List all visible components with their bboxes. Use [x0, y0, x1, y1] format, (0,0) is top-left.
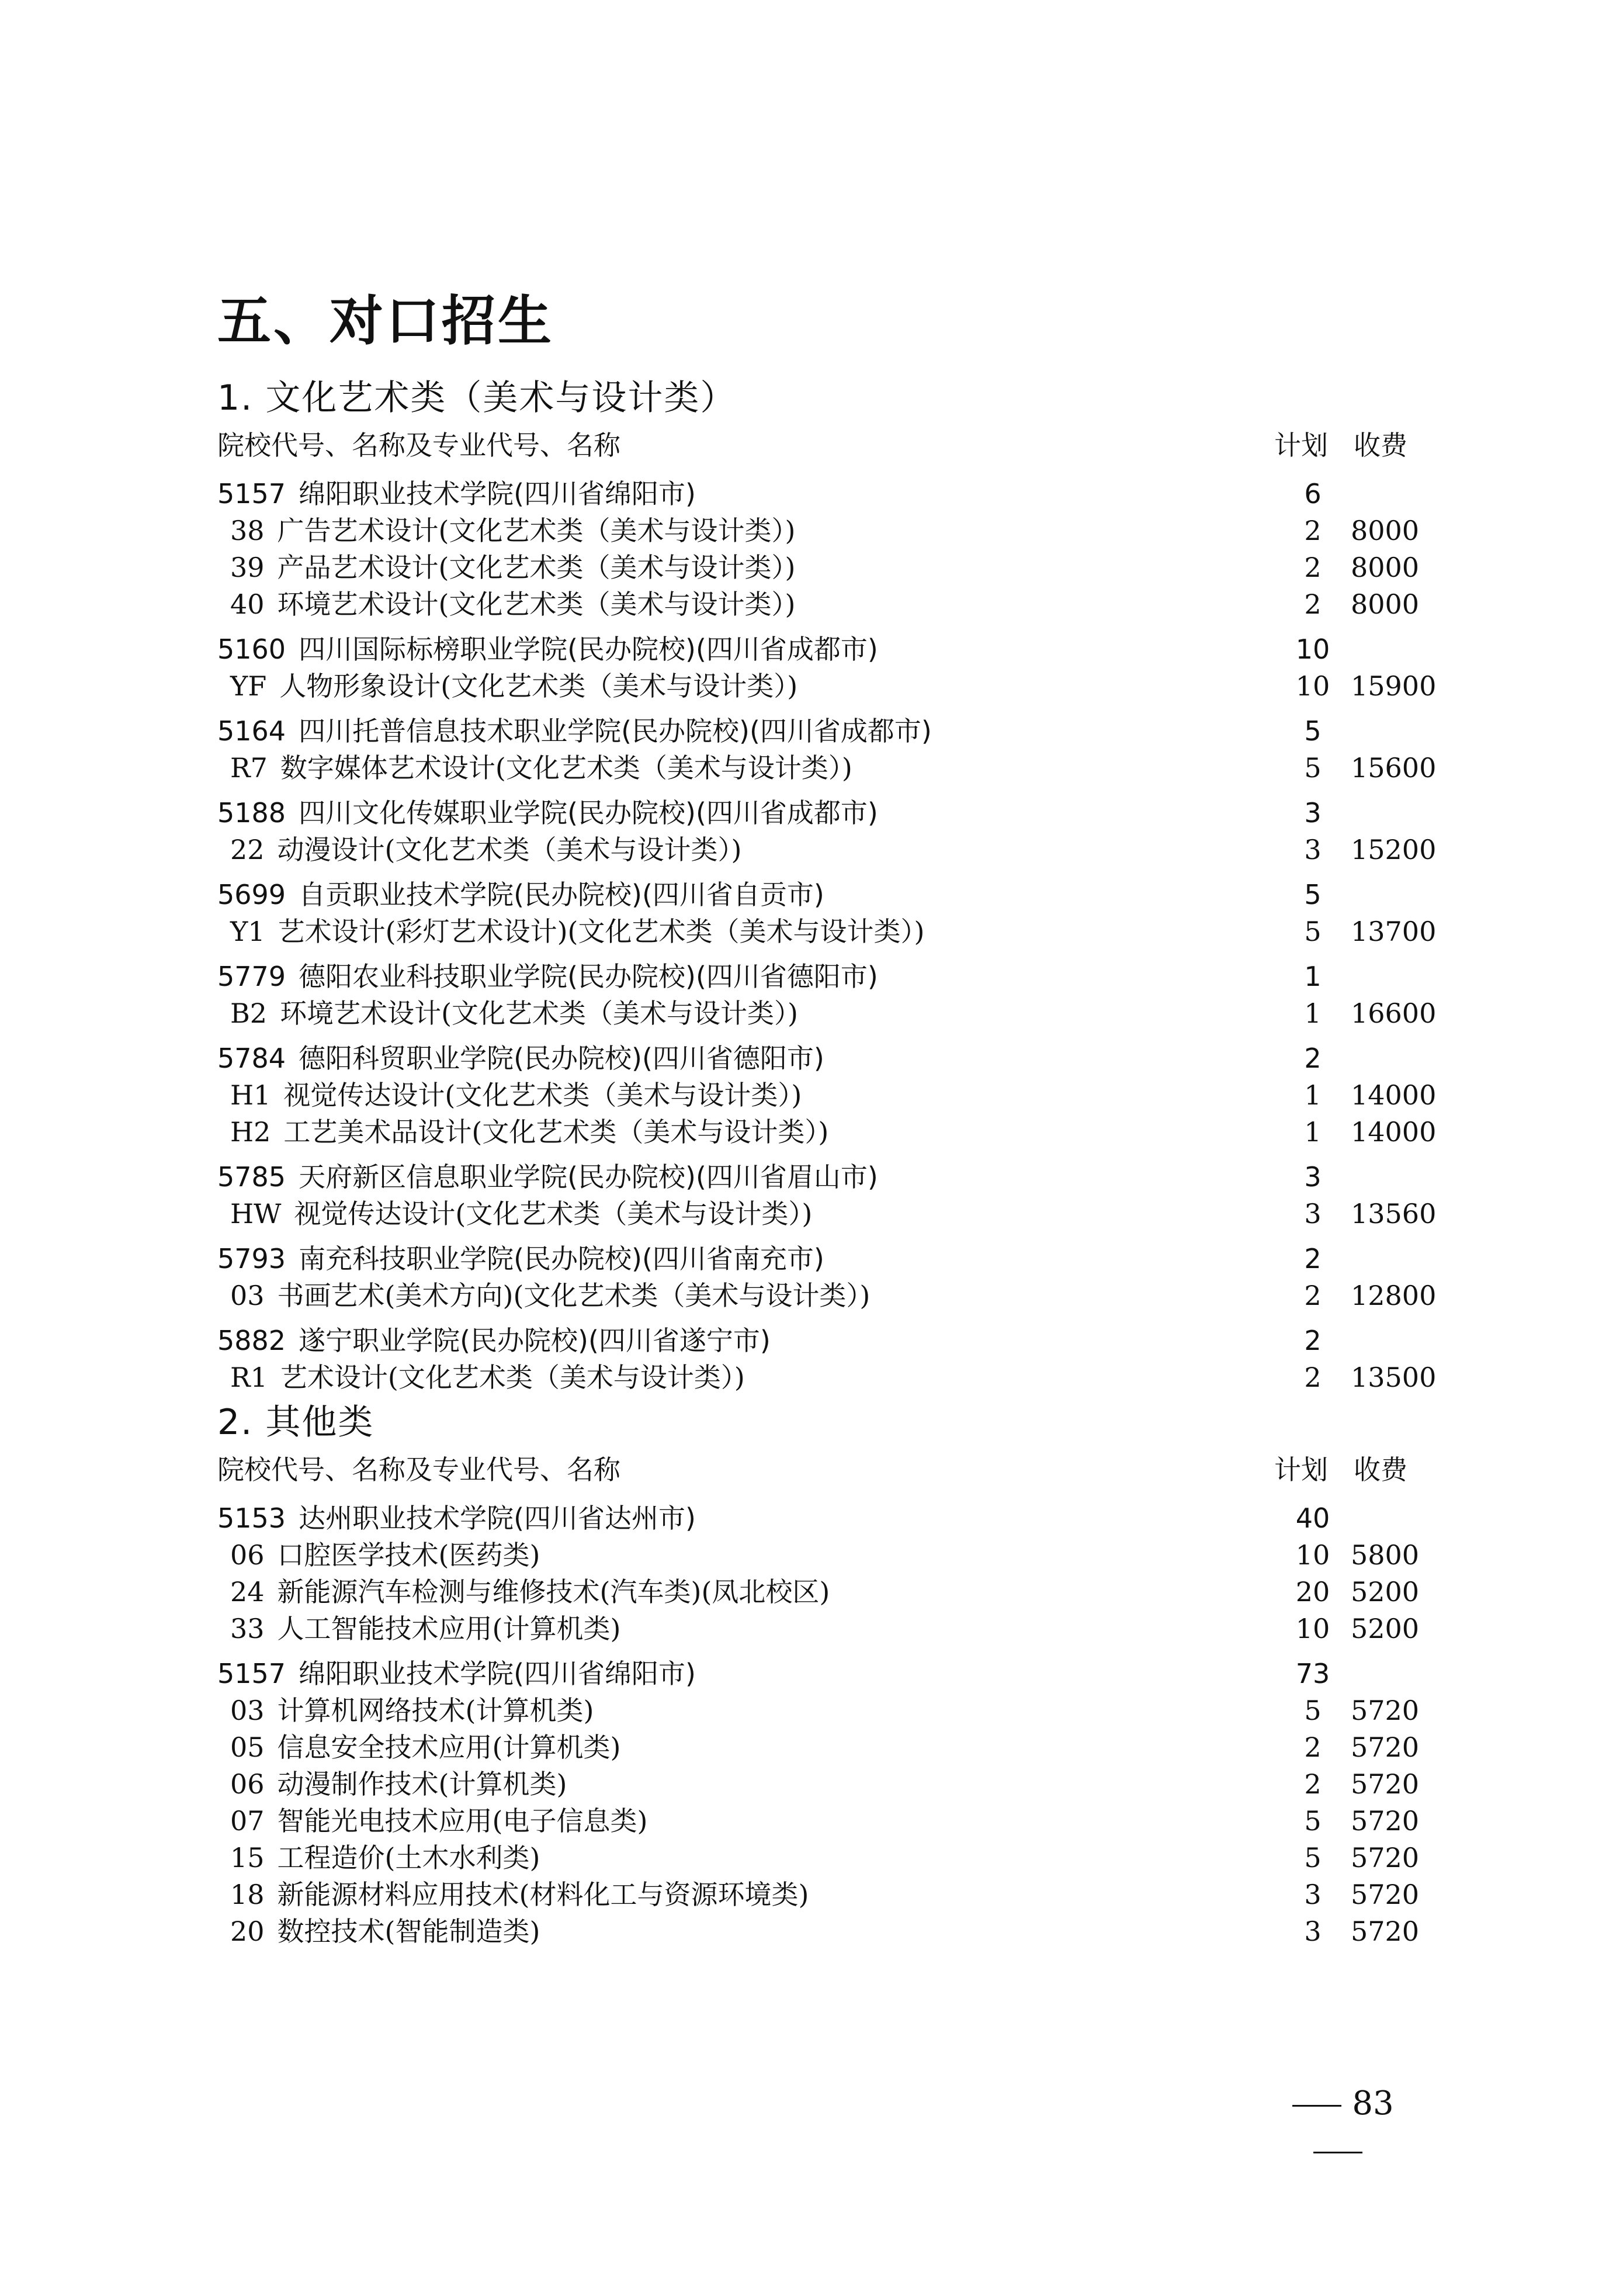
major-name: 书画艺术(美术方向)(文化艺术类（美术与设计类）) — [277, 1280, 871, 1311]
column-header — [217, 424, 1444, 466]
school-row — [217, 1040, 1444, 1077]
major-plan: 10 — [1295, 1613, 1330, 1644]
major-row — [217, 512, 1444, 549]
major-plan: 1 — [1304, 1079, 1322, 1111]
major-fee: 5720 — [1351, 1879, 1420, 1910]
major-fee: 15600 — [1351, 752, 1437, 784]
school-name-cell — [217, 1656, 696, 1692]
major-code: H2 — [230, 1116, 271, 1148]
major-name: 动漫制作技术(计算机类) — [277, 1768, 567, 1800]
left-dash — [1292, 2105, 1341, 2107]
major-code: 22 — [230, 834, 265, 865]
major-row — [217, 1876, 1444, 1913]
major-fee: 5720 — [1351, 1916, 1420, 1947]
major-row — [217, 750, 1444, 787]
major-name: 新能源材料应用技术(材料化工与资源环境类) — [277, 1879, 809, 1910]
major-name-cell — [230, 1803, 647, 1840]
header-name: 院校代号、名称及专业代号、名称 — [217, 430, 620, 461]
major-name: 视觉传达设计(文化艺术类（美术与设计类）) — [294, 1198, 813, 1230]
major-fee: 13700 — [1351, 916, 1437, 947]
major-row — [217, 1766, 1444, 1803]
header-fee: 收费 — [1354, 430, 1407, 461]
school-block — [217, 1500, 1444, 1647]
header-plan: 计划 — [1274, 430, 1328, 461]
school-block — [217, 877, 1444, 950]
major-name-cell — [230, 586, 795, 623]
major-name-cell — [230, 1537, 540, 1574]
school-code: 5157 — [217, 478, 286, 510]
school-block — [217, 1040, 1444, 1151]
major-name: 产品艺术设计(文化艺术类（美术与设计类）) — [277, 552, 796, 583]
major-row — [217, 1729, 1444, 1766]
major-code: 06 — [230, 1539, 265, 1571]
school-name-cell — [217, 1241, 824, 1277]
major-fee: 5720 — [1351, 1768, 1420, 1800]
school-block — [217, 795, 1444, 868]
school-plan: 2 — [1304, 1243, 1322, 1275]
major-plan: 2 — [1304, 1768, 1322, 1800]
major-fee: 5800 — [1351, 1539, 1420, 1571]
school-name-cell — [217, 713, 932, 750]
major-fee: 14000 — [1351, 1116, 1437, 1148]
major-name-cell — [230, 1277, 870, 1314]
major-fee: 13500 — [1351, 1362, 1437, 1393]
school-row — [217, 713, 1444, 750]
major-name-cell — [230, 1766, 567, 1803]
school-row — [217, 1322, 1444, 1359]
major-code: HW — [230, 1198, 282, 1230]
major-row — [217, 1077, 1444, 1114]
school-name: 四川托普信息技术职业学院(民办院校)(四川省成都市) — [299, 715, 932, 747]
major-name-cell — [230, 995, 798, 1032]
major-name: 广告艺术设计(文化艺术类（美术与设计类）) — [277, 515, 796, 546]
school-plan: 40 — [1295, 1502, 1330, 1534]
major-plan: 3 — [1304, 1879, 1322, 1910]
school-plan: 5 — [1304, 879, 1322, 910]
major-fee: 14000 — [1351, 1079, 1437, 1111]
major-plan: 5 — [1304, 1805, 1322, 1837]
major-row — [217, 1359, 1444, 1396]
school-row — [217, 1656, 1444, 1692]
header-plan: 计划 — [1274, 1454, 1328, 1485]
major-fee: 8000 — [1351, 552, 1420, 583]
school-code: 5793 — [217, 1243, 286, 1275]
major-name: 计算机网络技术(计算机类) — [277, 1695, 594, 1726]
major-code: R1 — [230, 1362, 268, 1393]
school-name: 绵阳职业技术学院(四川省绵阳市) — [299, 1658, 696, 1689]
school-name: 遂宁职业学院(民办院校)(四川省遂宁市) — [299, 1325, 771, 1356]
major-name: 信息安全技术应用(计算机类) — [277, 1731, 621, 1763]
major-code: 05 — [230, 1731, 265, 1763]
school-plan: 73 — [1295, 1658, 1330, 1689]
major-plan: 3 — [1304, 834, 1322, 865]
major-name-cell — [230, 1692, 594, 1729]
major-name-cell — [230, 1611, 620, 1647]
school-name-cell — [217, 1040, 824, 1077]
section-2 — [217, 1396, 1444, 1950]
major-plan: 10 — [1295, 670, 1330, 702]
major-code: 39 — [230, 552, 265, 583]
chapter-title: 五、对口招生 — [217, 290, 554, 352]
major-plan: 3 — [1304, 1916, 1322, 1947]
school-block — [217, 1159, 1444, 1232]
major-code: 20 — [230, 1916, 265, 1947]
major-name: 人物形象设计(文化艺术类（美术与设计类）) — [279, 670, 798, 702]
school-row — [217, 958, 1444, 995]
page-number: 83 — [1352, 2084, 1394, 2122]
major-code: 40 — [230, 588, 265, 620]
major-plan: 10 — [1295, 1539, 1330, 1571]
school-name-cell — [217, 795, 878, 832]
major-code: 38 — [230, 515, 265, 546]
major-plan: 1 — [1304, 998, 1322, 1029]
school-plan: 2 — [1304, 1325, 1322, 1356]
school-code: 5160 — [217, 633, 286, 665]
school-name: 绵阳职业技术学院(四川省绵阳市) — [299, 478, 696, 510]
major-fee: 5720 — [1351, 1805, 1420, 1837]
major-row — [217, 1692, 1444, 1729]
school-name: 达州职业技术学院(四川省达州市) — [299, 1502, 696, 1534]
school-block — [217, 713, 1444, 787]
major-fee: 5720 — [1351, 1731, 1420, 1763]
major-name-cell — [230, 549, 795, 586]
section-title: 1. 文化艺术类（美术与设计类） — [217, 378, 737, 418]
school-plan: 2 — [1304, 1043, 1322, 1074]
school-block — [217, 631, 1444, 705]
major-row — [217, 1114, 1444, 1151]
section-1 — [217, 372, 1444, 1396]
school-code: 5188 — [217, 797, 286, 829]
major-fee: 5200 — [1351, 1576, 1420, 1608]
major-code: 24 — [230, 1576, 265, 1608]
page-number-footer — [1250, 2080, 1426, 2174]
enrollment-content — [217, 372, 1444, 1950]
major-code: 03 — [230, 1280, 265, 1311]
major-row — [217, 1574, 1444, 1611]
school-name-cell — [217, 877, 824, 913]
header-fee: 收费 — [1354, 1454, 1407, 1485]
major-fee: 5720 — [1351, 1695, 1420, 1726]
major-name: 数字媒体艺术设计(文化艺术类（美术与设计类）) — [280, 752, 852, 784]
school-code: 5164 — [217, 715, 286, 747]
major-plan: 2 — [1304, 1280, 1322, 1311]
major-name-cell — [230, 1913, 540, 1950]
major-fee: 13560 — [1351, 1198, 1437, 1230]
major-code: B2 — [230, 998, 268, 1029]
major-row — [217, 1537, 1444, 1574]
section-title: 2. 其他类 — [217, 1402, 374, 1443]
major-row — [217, 1913, 1444, 1950]
major-name-cell — [230, 1876, 809, 1913]
major-plan: 2 — [1304, 515, 1322, 546]
major-plan: 3 — [1304, 1198, 1322, 1230]
major-code: 18 — [230, 1879, 265, 1910]
major-name-cell — [230, 913, 924, 950]
major-code: H1 — [230, 1079, 271, 1111]
school-plan: 6 — [1304, 478, 1322, 510]
major-name-cell — [230, 512, 795, 549]
major-fee: 5200 — [1351, 1613, 1420, 1644]
major-name-cell — [230, 750, 852, 787]
school-name: 四川国际标榜职业学院(民办院校)(四川省成都市) — [299, 633, 878, 665]
major-name: 人工智能技术应用(计算机类) — [277, 1613, 621, 1644]
major-name: 口腔医学技术(医药类) — [277, 1539, 540, 1571]
school-block — [217, 476, 1444, 623]
school-code: 5882 — [217, 1325, 286, 1356]
school-code: 5157 — [217, 1658, 286, 1689]
major-name-cell — [230, 1729, 620, 1766]
major-fee: 8000 — [1351, 515, 1420, 546]
major-row — [217, 586, 1444, 623]
major-plan: 5 — [1304, 1842, 1322, 1873]
school-row — [217, 631, 1444, 668]
major-name: 数控技术(智能制造类) — [277, 1916, 540, 1947]
major-name: 工艺美术品设计(文化艺术类（美术与设计类）) — [283, 1116, 829, 1148]
major-code: 07 — [230, 1805, 265, 1837]
major-code: YF — [230, 670, 267, 702]
major-name-cell — [230, 1574, 830, 1611]
major-fee: 15200 — [1351, 834, 1437, 865]
school-name-cell — [217, 1159, 878, 1196]
major-row — [217, 668, 1444, 705]
school-name: 南充科技职业学院(民办院校)(四川省南充市) — [299, 1243, 824, 1275]
major-fee: 5720 — [1351, 1842, 1420, 1873]
school-name-cell — [217, 958, 878, 995]
school-plan: 5 — [1304, 715, 1322, 747]
major-row — [217, 1196, 1444, 1232]
major-name: 工程造价(土木水利类) — [277, 1842, 540, 1873]
major-row — [217, 832, 1444, 868]
school-plan: 1 — [1304, 961, 1322, 992]
school-block — [217, 1656, 1444, 1950]
major-name-cell — [230, 1077, 802, 1114]
major-name-cell — [230, 668, 797, 705]
major-name-cell — [230, 1359, 745, 1396]
major-name: 艺术设计(文化艺术类（美术与设计类）) — [280, 1362, 745, 1393]
school-row — [217, 1159, 1444, 1196]
major-name: 动漫设计(文化艺术类（美术与设计类）) — [277, 834, 742, 865]
major-plan: 1 — [1304, 1116, 1322, 1148]
major-row — [217, 549, 1444, 586]
major-fee: 15900 — [1351, 670, 1437, 702]
school-code: 5699 — [217, 879, 286, 910]
major-row — [217, 913, 1444, 950]
major-row — [217, 1611, 1444, 1647]
major-name: 艺术设计(彩灯艺术设计)(文化艺术类（美术与设计类）) — [278, 916, 925, 947]
right-dash — [1313, 2152, 1362, 2153]
school-plan: 3 — [1304, 1161, 1322, 1193]
column-header — [217, 1449, 1444, 1491]
school-name-cell — [217, 1322, 771, 1359]
school-plan: 10 — [1295, 633, 1330, 665]
school-name: 自贡职业技术学院(民办院校)(四川省自贡市) — [299, 879, 824, 910]
major-row — [217, 1803, 1444, 1840]
major-name-cell — [230, 1840, 540, 1876]
school-block — [217, 958, 1444, 1032]
major-fee: 16600 — [1351, 998, 1437, 1029]
major-code: Y1 — [230, 916, 265, 947]
school-row — [217, 795, 1444, 832]
major-plan: 20 — [1295, 1576, 1330, 1608]
school-block — [217, 1322, 1444, 1396]
major-code: R7 — [230, 752, 268, 784]
major-row — [217, 995, 1444, 1032]
school-row — [217, 1500, 1444, 1537]
major-fee: 12800 — [1351, 1280, 1437, 1311]
major-name: 环境艺术设计(文化艺术类（美术与设计类）) — [280, 998, 798, 1029]
school-name-cell — [217, 476, 696, 512]
major-name: 视觉传达设计(文化艺术类（美术与设计类）) — [283, 1079, 802, 1111]
school-row — [217, 877, 1444, 913]
header-name: 院校代号、名称及专业代号、名称 — [217, 1454, 620, 1485]
major-plan: 2 — [1304, 588, 1322, 620]
major-plan: 5 — [1304, 916, 1322, 947]
major-fee: 8000 — [1351, 588, 1420, 620]
major-code: 03 — [230, 1695, 265, 1726]
major-plan: 2 — [1304, 1731, 1322, 1763]
major-plan: 5 — [1304, 1695, 1322, 1726]
school-name-cell — [217, 631, 878, 668]
school-code: 5784 — [217, 1043, 286, 1074]
major-row — [217, 1840, 1444, 1876]
school-name: 德阳科贸职业学院(民办院校)(四川省德阳市) — [299, 1043, 824, 1074]
major-name-cell — [230, 1196, 812, 1232]
school-row — [217, 476, 1444, 512]
school-name-cell — [217, 1500, 696, 1537]
major-plan: 2 — [1304, 552, 1322, 583]
school-plan: 3 — [1304, 797, 1322, 829]
major-plan: 2 — [1304, 1362, 1322, 1393]
school-code: 5779 — [217, 961, 286, 992]
major-name-cell — [230, 832, 741, 868]
major-plan: 5 — [1304, 752, 1322, 784]
school-code: 5785 — [217, 1161, 286, 1193]
major-code: 06 — [230, 1768, 265, 1800]
major-name-cell — [230, 1114, 828, 1151]
major-name: 环境艺术设计(文化艺术类（美术与设计类）) — [277, 588, 796, 620]
major-code: 15 — [230, 1842, 265, 1873]
school-row — [217, 1241, 1444, 1277]
major-row — [217, 1277, 1444, 1314]
school-block — [217, 1241, 1444, 1314]
school-name: 德阳农业科技职业学院(民办院校)(四川省德阳市) — [299, 961, 878, 992]
school-name: 四川文化传媒职业学院(民办院校)(四川省成都市) — [299, 797, 878, 829]
school-name: 天府新区信息职业学院(民办院校)(四川省眉山市) — [299, 1161, 878, 1193]
major-name: 智能光电技术应用(电子信息类) — [277, 1805, 648, 1837]
major-code: 33 — [230, 1613, 265, 1644]
major-name: 新能源汽车检测与维修技术(汽车类)(凤北校区) — [277, 1576, 830, 1608]
school-code: 5153 — [217, 1502, 286, 1534]
